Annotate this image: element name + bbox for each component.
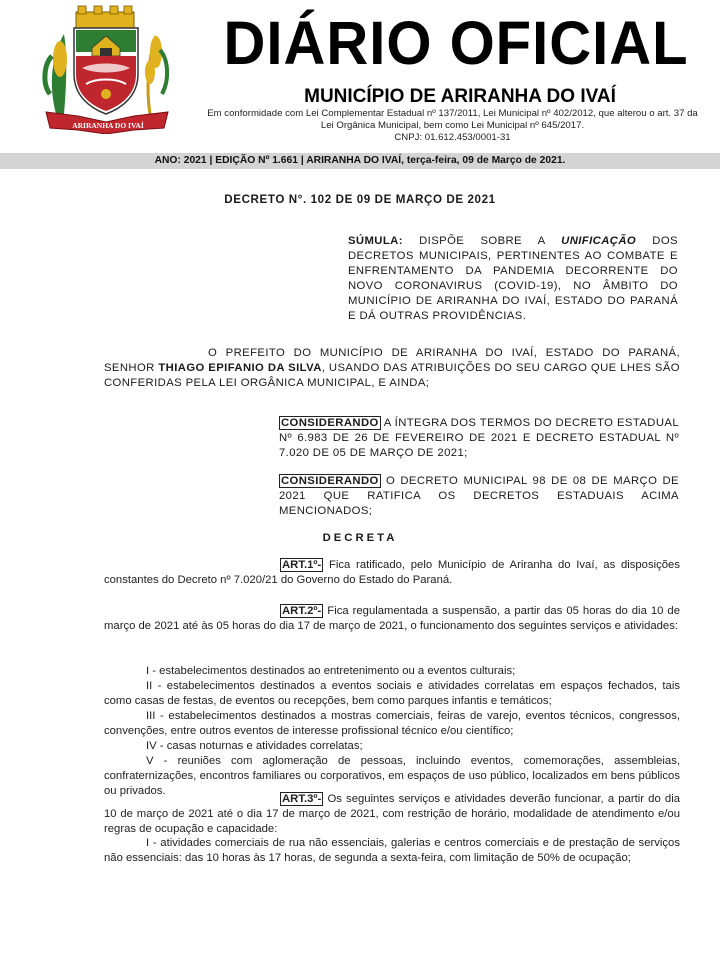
decree-title: DECRETO N°. 102 DE 09 DE MARÇO DE 2021: [224, 193, 496, 206]
shield-icon: [74, 28, 138, 114]
law-line-2: Lei Orgânica Municipal, bem como Lei Municipal nº 645/2017.: [320, 120, 585, 131]
considerando-1: [279, 416, 679, 461]
article-3-label: ART.3º-: [282, 793, 322, 805]
article-2-text: Fica regulamentada a suspensão, a partir das 05 horas do dia 10 de março de 2021 até às 05 horas do dia 17 de março de 2021, o funcionamento dos seguintes serviços e atividades:: [104, 605, 680, 632]
considerando-label: CONSIDERANDO: [281, 475, 379, 487]
article-1: [104, 558, 680, 588]
sumula-label: SÚMULA:: [348, 235, 403, 247]
municipal-crest-logo: [38, 4, 178, 134]
article-2-items: [104, 664, 680, 799]
cnpj: CNPJ: 01.612.453/0001-31: [394, 132, 511, 143]
considerando-1-text: A ÍNTEGRA DOS TERMOS DO DECRETO ESTADUAL Nº 6.983 DE 26 DE FEVEREIRO DE 2021 E DECRETO ESTADUAL Nº 7.020 DE 05 DE MARÇO DE 2021;: [279, 417, 679, 459]
article-2: [104, 604, 680, 634]
list-item: II - estabelecimentos destinados a eventos sociais e atividades correlatas em espaços fechados, tais como casas de festas, de eventos ou recepções, bem como parques infantis e temáticos;: [104, 680, 680, 707]
legal-basis-note: [190, 108, 715, 144]
article-3: [104, 792, 680, 837]
corn-icon: [45, 34, 67, 114]
preamble-text-post: , USANDO DAS ATRIBUIÇÕES DO SEU CARGO QUE LHES SÃO CONFERIDAS PELA LEI ORGÂNICA MUNICIPAL, E AINDA;: [104, 362, 680, 389]
list-item: V - reuniões com aglomeração de pessoas, incluindo eventos, comemorações, assembleias, confraternizações, encontros familiares ou corporativos, em espaços de uso público, localizados em bens públicos ou privados.: [104, 755, 680, 797]
decreta-heading: DECRETA: [322, 532, 398, 544]
sumula-text-post: DOS DECRETOS MUNICIPAIS, PERTINENTES AO COMBATE E ENFRENTAMENTO DA PANDEMIA DECORRENTE DO NOVO CORONAVIRUS (COVID-19), NO ÂMBITO DO MUNICÍPIO DE ARIRANHA DO IVAÍ, ESTADO DO PARANÁ E DÁ OUTRAS PROVIDÊNCIAS.: [348, 235, 678, 322]
mayor-name: THIAGO EPIFANIO DA SILVA: [158, 362, 322, 374]
law-line-1: Em conformidade com Lei Complementar Estadual nº 137/2011, Lei Municipal nº 402/2012, que alterou o art. 37 da: [207, 108, 698, 119]
sumula-text-pre: DISPÕE SOBRE A: [402, 235, 562, 247]
list-item: III - estabelecimentos destinados a mostras comerciais, feiras de varejo, eventos técnicos, congressos, convenções, entre outros eventos de interesse profissional técnico e/ou científico;: [104, 710, 680, 737]
article-1-label: ART.1º-: [282, 559, 322, 571]
mayor-preamble: [104, 346, 680, 391]
considerando-2: [279, 474, 679, 519]
considerando-label: CONSIDERANDO: [281, 417, 379, 429]
newspaper-title: DIÁRIO OFICIAL: [223, 9, 689, 78]
sumula-paragraph: [348, 234, 678, 324]
considerando-2-text: O DECRETO MUNICIPAL 98 DE 08 DE MARÇO DE 2021 QUE RATIFICA OS DECRETOS ESTADUAIS ACIMA MENCIONADOS;: [279, 475, 679, 517]
sumula-emphasis: UNIFICAÇÃO: [561, 235, 637, 247]
municipality-name: MUNICÍPIO DE ARIRANHA DO IVAÍ: [304, 86, 616, 107]
list-item: IV - casas noturnas e atividades correlatas;: [146, 740, 363, 752]
article-1-text: Fica ratificado, pelo Município de Ariranha do Ivaí, as disposições constantes do Decreto nº 7.020/21 do Governo do Estado do Paraná.: [104, 559, 680, 586]
edition-bar: ANO: 2021 | EDIÇÃO Nº 1.661 | ARIRANHA DO IVAÍ, terça-feira, 09 de Março de 2021.: [0, 153, 720, 169]
crest-ribbon-text: ARIRANHA DO IVAÍ: [72, 121, 144, 130]
wheat-icon: [145, 36, 167, 114]
article-3-item-1: I - atividades comerciais de rua não essenciais, galerias e centros comerciais e de prestação de serviços não essenciais: das 10 horas às 17 horas, de segunda a sexta-feira, com limitação de 50% de ocupação;: [104, 837, 680, 864]
preamble-text-pre: O PREFEITO DO MUNICÍPIO DE ARIRANHA DO IVAÍ, ESTADO DO PARANÁ, SENHOR: [104, 347, 680, 374]
article-2-label: ART.2º-: [282, 605, 322, 617]
list-item: I - estabelecimentos destinados ao entretenimento ou a eventos culturais;: [146, 665, 516, 677]
crown-icon: [76, 6, 134, 28]
article-3-text: Os seguintes serviços e atividades deverão funcionar, a partir do dia 10 de março de 2021 até o dia 17 de março de 2021, com restrição de horário, modalidade de atendimento e/ou regras de ocupação e capacidade:: [104, 793, 680, 835]
